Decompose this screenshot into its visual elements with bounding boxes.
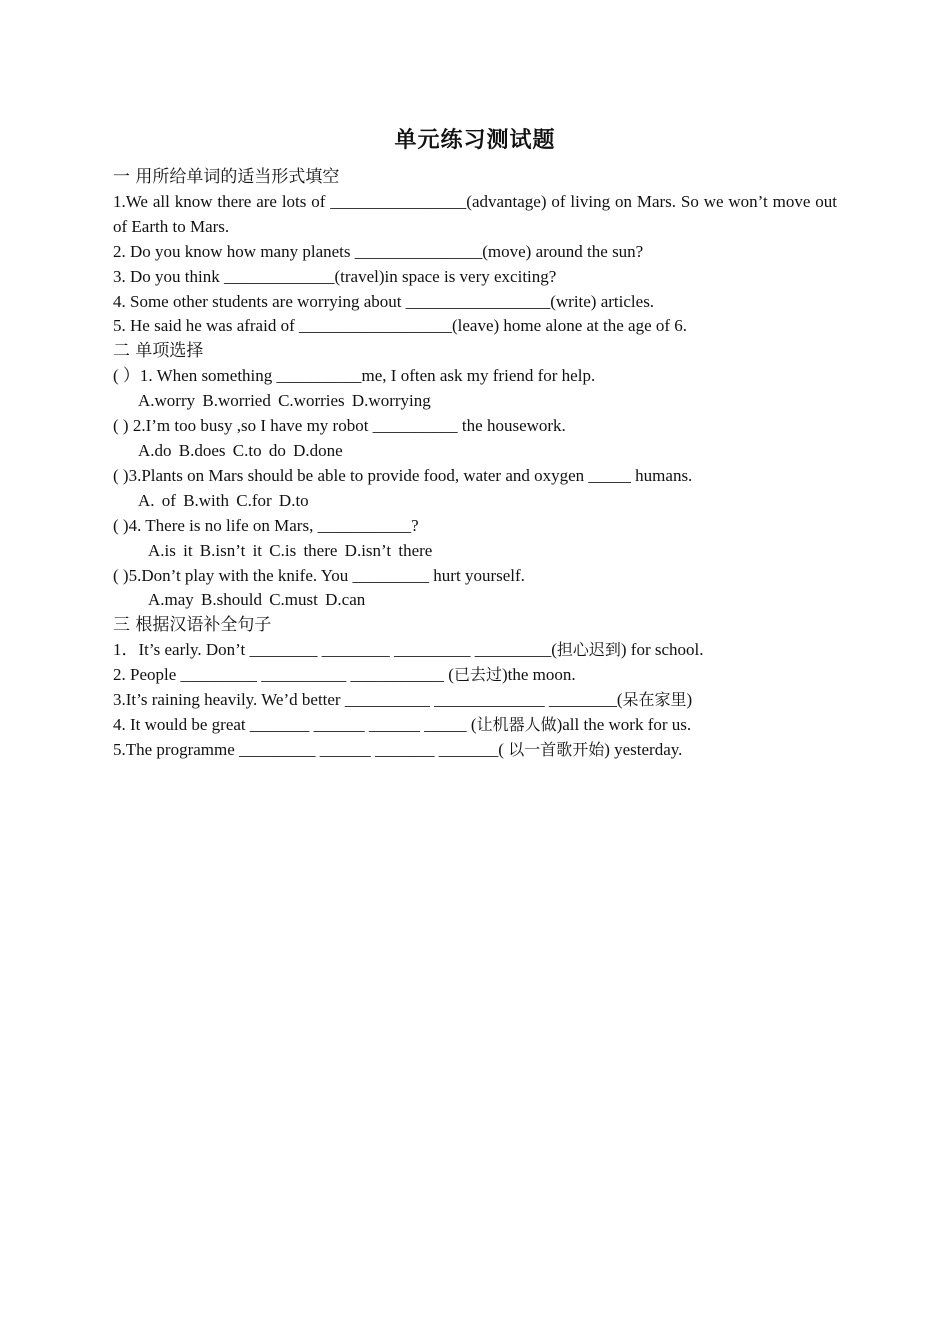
choice-question: ( ) 2.I’m too busy ,so I have my robot __________ the housework. (113, 416, 566, 436)
choice-options: A.may B.should C.must D.can (148, 590, 366, 610)
fill-in-question: 4. Some other students are worrying about _________________(write) articles. (113, 291, 655, 311)
translation-question (113, 638, 837, 663)
worksheet-body (113, 165, 837, 763)
choice-options: A.worry B.worried C.worries D.worrying (138, 391, 431, 411)
section-heading: 二 单项选择 (113, 341, 204, 362)
question-text: 4. It would be great _______ ______ ______ _____ ( (113, 714, 477, 734)
choice-question: ( )5.Don’t play with the knife. You _________ hurt yourself. (113, 565, 525, 585)
question-text: ) (686, 690, 693, 710)
section-heading: 一 用所给单词的适当形式填空 (113, 167, 340, 187)
choice-options: A. of B.with C.for D.to (138, 490, 309, 510)
question-text: 2. People _________ __________ ___________ ( (113, 665, 454, 685)
question-text: )the moon. (501, 665, 576, 685)
section-heading: 三 根据汉语补全句子 (113, 615, 272, 636)
choice-options: A.do B.does C.to do D.done (138, 440, 343, 460)
page-title: 单元练习测试题 (394, 128, 556, 153)
question-text: 5.The programme _________ ______ _______ _______( (113, 739, 509, 759)
chinese-hint: 呆在家里 (622, 690, 687, 710)
question-text: 3.It’s raining heavily. We’d better __________ _____________ ________( (113, 690, 623, 710)
chinese-hint: 已去过 (453, 665, 502, 685)
translation-question (113, 663, 837, 688)
translation-question (113, 738, 837, 763)
translation-question (113, 713, 837, 738)
fill-in-question: 5. He said he was afraid of __________________(leave) home alone at the age of 6. (113, 316, 688, 336)
question-text: 1．It’s early. Don’t ________ ________ _________ _________( (113, 640, 557, 660)
chinese-hint: 以一首歌开始 (508, 739, 605, 759)
choice-question: ( )3.Plants on Mars should be able to provide food, water and oxygen _____ humans. (113, 465, 693, 485)
choice-question: ( )4. There is no life on Mars, ___________? (113, 515, 419, 535)
fill-in-question: 2. Do you know how many planets _______________(move) around the sun? (113, 241, 644, 261)
translation-question (113, 688, 837, 713)
choice-options: A.is it B.isn’t it C.is there D.isn’t there (148, 540, 433, 560)
chinese-hint: 担心迟到 (556, 640, 621, 660)
question-text: ) yesterday. (604, 739, 683, 759)
chinese-hint: 让机器人做 (476, 714, 557, 734)
question-text: ) for school. (620, 640, 704, 660)
choice-question: ( ）1. When something __________me, I often ask my friend for help. (113, 366, 596, 386)
fill-in-question: 3. Do you think _____________(travel)in space is very exciting? (113, 266, 557, 286)
question-text: )all the work for us. (556, 714, 692, 734)
fill-in-question: 1.We all know there are lots of ________________(advantage) of living on Mars. So we won’t move out of Earth to Mars. (113, 191, 837, 236)
